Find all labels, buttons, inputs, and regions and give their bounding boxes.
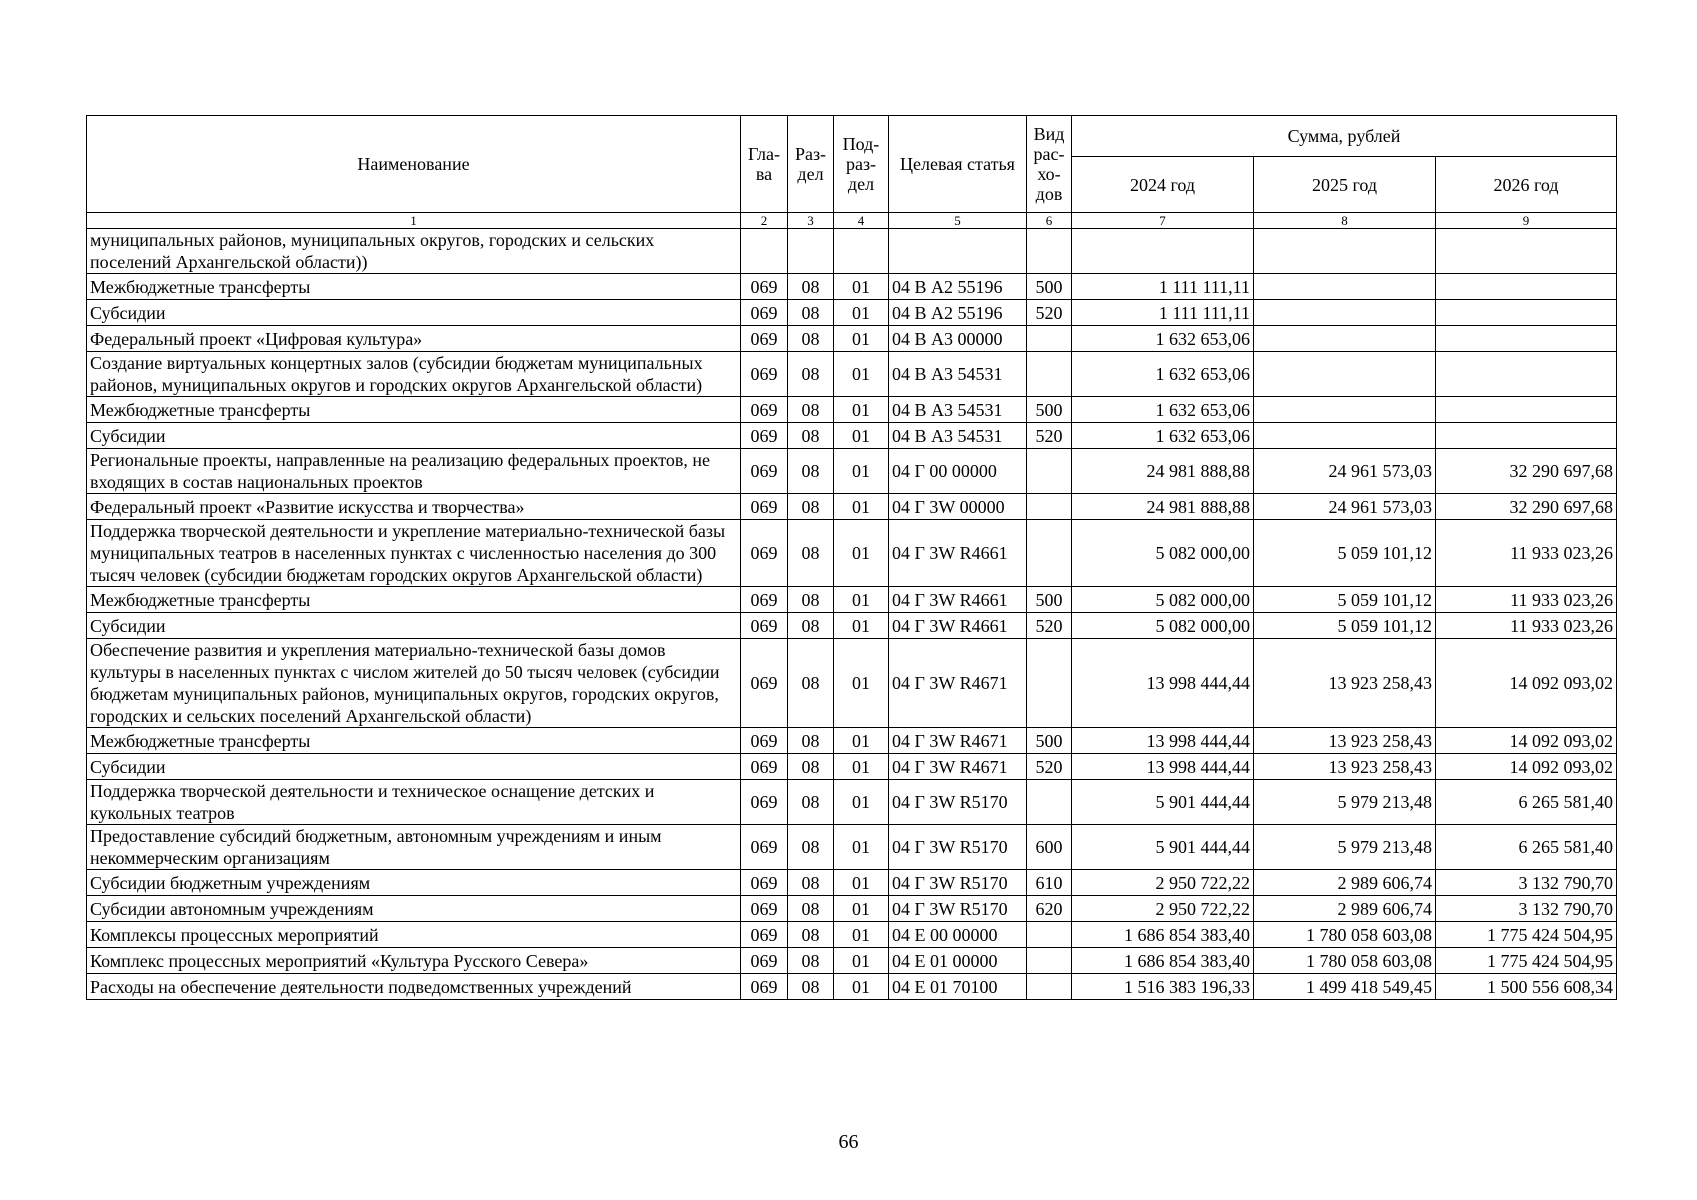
table-row	[87, 780, 1617, 825]
section-code: 08	[788, 948, 834, 974]
sum-2025: 5 979 213,48	[1254, 780, 1436, 825]
row-name: Обеспечение развития и укрепления материально-технической базы домов культуры в населенных пунктах с числом жителей до 50 тысяч человек (субсидии бюджетам муниципальных районов, муниципальных округов, городских округов, городских и сельских поселений Архангельской области)	[87, 639, 741, 728]
target-article-code: 04 В А3 54531	[889, 423, 1027, 449]
header-sum: Сумма, рублей	[1072, 116, 1617, 157]
table-row	[87, 754, 1617, 780]
sum-2026: 14 092 093,02	[1436, 728, 1617, 754]
section-code: 08	[788, 520, 834, 587]
row-name: Межбюджетные трансферты	[87, 728, 741, 754]
subsection-code: 01	[834, 974, 889, 1000]
sum-2025: 1 780 058 603,08	[1254, 948, 1436, 974]
target-article-code	[889, 229, 1027, 274]
target-article-code: 04 Г 3W R4661	[889, 613, 1027, 639]
sum-2024: 1 632 653,06	[1072, 423, 1254, 449]
subsection-code: 01	[834, 397, 889, 423]
table-row	[87, 825, 1617, 870]
sum-2024: 24 981 888,88	[1072, 449, 1254, 494]
target-article-code: 04 В А2 55196	[889, 300, 1027, 326]
target-article-code: 04 В А2 55196	[889, 274, 1027, 300]
table-row	[87, 613, 1617, 639]
chapter-code: 069	[741, 300, 788, 326]
sum-2025: 13 923 258,43	[1254, 754, 1436, 780]
section-code: 08	[788, 300, 834, 326]
section-code: 08	[788, 639, 834, 728]
target-article-code: 04 Г 3W R4661	[889, 587, 1027, 613]
table-row	[87, 870, 1617, 896]
sum-2024: 1 686 854 383,40	[1072, 922, 1254, 948]
column-number: 6	[1027, 213, 1072, 229]
sum-2026: 11 933 023,26	[1436, 587, 1617, 613]
expense-kind-code	[1027, 974, 1072, 1000]
row-name: Комплекс процессных мероприятий «Культура Русского Севера»	[87, 948, 741, 974]
target-article-code: 04 В А3 54531	[889, 352, 1027, 397]
sum-2026	[1436, 423, 1617, 449]
table-row	[87, 449, 1617, 494]
sum-2026: 3 132 790,70	[1436, 870, 1617, 896]
section-code: 08	[788, 896, 834, 922]
subsection-code: 01	[834, 300, 889, 326]
sum-2026: 6 265 581,40	[1436, 825, 1617, 870]
sum-2024: 1 111 111,11	[1072, 300, 1254, 326]
expense-kind-code	[1027, 449, 1072, 494]
expense-kind-code: 600	[1027, 825, 1072, 870]
row-name: Субсидии	[87, 754, 741, 780]
expense-kind-code: 520	[1027, 613, 1072, 639]
table-body	[87, 229, 1617, 1000]
section-code: 08	[788, 397, 834, 423]
sum-2025: 5 059 101,12	[1254, 587, 1436, 613]
sum-2025: 5 059 101,12	[1254, 520, 1436, 587]
sum-2025: 1 780 058 603,08	[1254, 922, 1436, 948]
table-row	[87, 896, 1617, 922]
sum-2025	[1254, 229, 1436, 274]
sum-2024: 1 632 653,06	[1072, 352, 1254, 397]
sum-2026: 11 933 023,26	[1436, 520, 1617, 587]
expense-kind-code: 500	[1027, 397, 1072, 423]
subsection-code: 01	[834, 639, 889, 728]
sum-2025: 5 979 213,48	[1254, 825, 1436, 870]
expense-kind-code	[1027, 352, 1072, 397]
expense-kind-code	[1027, 229, 1072, 274]
sum-2025: 24 961 573,03	[1254, 494, 1436, 520]
section-code: 08	[788, 754, 834, 780]
subsection-code: 01	[834, 754, 889, 780]
header-chapter: Гла-ва	[741, 116, 788, 213]
section-code: 08	[788, 974, 834, 1000]
table-row	[87, 520, 1617, 587]
table-row	[87, 494, 1617, 520]
sum-2024: 13 998 444,44	[1072, 728, 1254, 754]
expense-kind-code: 620	[1027, 896, 1072, 922]
subsection-code: 01	[834, 274, 889, 300]
sum-2025: 1 499 418 549,45	[1254, 974, 1436, 1000]
target-article-code: 04 В А3 00000	[889, 326, 1027, 352]
column-number: 5	[889, 213, 1027, 229]
sum-2024: 2 950 722,22	[1072, 896, 1254, 922]
sum-2026: 14 092 093,02	[1436, 639, 1617, 728]
budget-table	[86, 115, 1617, 1000]
target-article-code: 04 Г 3W R5170	[889, 780, 1027, 825]
chapter-code: 069	[741, 870, 788, 896]
sum-2024: 1 686 854 383,40	[1072, 948, 1254, 974]
header-expense-kind: Вид рас-хо-дов	[1027, 116, 1072, 213]
target-article-code: 04 Е 01 70100	[889, 974, 1027, 1000]
sum-2024: 5 082 000,00	[1072, 587, 1254, 613]
section-code: 08	[788, 449, 834, 494]
subsection-code: 01	[834, 825, 889, 870]
section-code: 08	[788, 780, 834, 825]
section-code: 08	[788, 352, 834, 397]
chapter-code: 069	[741, 326, 788, 352]
subsection-code: 01	[834, 613, 889, 639]
column-number: 7	[1072, 213, 1254, 229]
expense-kind-code: 500	[1027, 274, 1072, 300]
sum-2026	[1436, 300, 1617, 326]
sum-2025	[1254, 423, 1436, 449]
header-section: Раз-дел	[788, 116, 834, 213]
column-number: 9	[1436, 213, 1617, 229]
row-name: Федеральный проект «Цифровая культура»	[87, 326, 741, 352]
table-row	[87, 974, 1617, 1000]
chapter-code: 069	[741, 922, 788, 948]
target-article-code: 04 Е 00 00000	[889, 922, 1027, 948]
expense-kind-code	[1027, 520, 1072, 587]
target-article-code: 04 Г 3W 00000	[889, 494, 1027, 520]
subsection-code: 01	[834, 896, 889, 922]
chapter-code: 069	[741, 639, 788, 728]
sum-2024	[1072, 229, 1254, 274]
chapter-code	[741, 229, 788, 274]
header-subsection: Под-раз-дел	[834, 116, 889, 213]
sum-2024: 13 998 444,44	[1072, 639, 1254, 728]
column-number: 1	[87, 213, 741, 229]
target-article-code: 04 Г 3W R4671	[889, 639, 1027, 728]
expense-kind-code: 520	[1027, 754, 1072, 780]
sum-2024: 1 632 653,06	[1072, 397, 1254, 423]
chapter-code: 069	[741, 896, 788, 922]
sum-2026: 32 290 697,68	[1436, 494, 1617, 520]
subsection-code: 01	[834, 587, 889, 613]
sum-2026: 1 500 556 608,34	[1436, 974, 1617, 1000]
row-name: Субсидии автономным учреждениям	[87, 896, 741, 922]
section-code: 08	[788, 274, 834, 300]
subsection-code: 01	[834, 870, 889, 896]
sum-2024: 24 981 888,88	[1072, 494, 1254, 520]
chapter-code: 069	[741, 728, 788, 754]
sum-2026: 32 290 697,68	[1436, 449, 1617, 494]
row-name: Комплексы процессных мероприятий	[87, 922, 741, 948]
sum-2025	[1254, 326, 1436, 352]
sum-2025	[1254, 274, 1436, 300]
subsection-code: 01	[834, 780, 889, 825]
table-row	[87, 397, 1617, 423]
row-name: Межбюджетные трансферты	[87, 274, 741, 300]
subsection-code: 01	[834, 728, 889, 754]
sum-2024: 2 950 722,22	[1072, 870, 1254, 896]
sum-2026: 11 933 023,26	[1436, 613, 1617, 639]
subsection-code: 01	[834, 449, 889, 494]
table-row	[87, 922, 1617, 948]
expense-kind-code	[1027, 780, 1072, 825]
column-number: 8	[1254, 213, 1436, 229]
table-row	[87, 728, 1617, 754]
chapter-code: 069	[741, 352, 788, 397]
section-code: 08	[788, 922, 834, 948]
section-code: 08	[788, 494, 834, 520]
section-code: 08	[788, 423, 834, 449]
expense-kind-code: 500	[1027, 728, 1072, 754]
sum-2026: 3 132 790,70	[1436, 896, 1617, 922]
table-row	[87, 300, 1617, 326]
column-number: 3	[788, 213, 834, 229]
sum-2025	[1254, 300, 1436, 326]
table-row	[87, 639, 1617, 728]
subsection-code: 01	[834, 922, 889, 948]
row-name: Региональные проекты, направленные на реализацию федеральных проектов, не входящих в состав национальных проектов	[87, 449, 741, 494]
row-name: Федеральный проект «Развитие искусства и творчества»	[87, 494, 741, 520]
expense-kind-code	[1027, 326, 1072, 352]
sum-2025: 2 989 606,74	[1254, 870, 1436, 896]
sum-2026: 14 092 093,02	[1436, 754, 1617, 780]
sum-2026	[1436, 326, 1617, 352]
section-code: 08	[788, 326, 834, 352]
target-article-code: 04 Г 3W R5170	[889, 825, 1027, 870]
row-name: Субсидии бюджетным учреждениям	[87, 870, 741, 896]
column-number: 4	[834, 213, 889, 229]
expense-kind-code	[1027, 922, 1072, 948]
target-article-code: 04 Г 00 00000	[889, 449, 1027, 494]
chapter-code: 069	[741, 587, 788, 613]
target-article-code: 04 Г 3W R5170	[889, 870, 1027, 896]
sum-2024: 1 111 111,11	[1072, 274, 1254, 300]
chapter-code: 069	[741, 754, 788, 780]
chapter-code: 069	[741, 825, 788, 870]
target-article-code: 04 Г 3W R4671	[889, 728, 1027, 754]
chapter-code: 069	[741, 974, 788, 1000]
table-row	[87, 423, 1617, 449]
header-year-2026: 2026 год	[1436, 157, 1617, 213]
sum-2025	[1254, 397, 1436, 423]
subsection-code	[834, 229, 889, 274]
sum-2024: 5 082 000,00	[1072, 613, 1254, 639]
section-code: 08	[788, 870, 834, 896]
target-article-code: 04 Г 3W R4661	[889, 520, 1027, 587]
sum-2025	[1254, 352, 1436, 397]
chapter-code: 069	[741, 274, 788, 300]
sum-2026: 1 775 424 504,95	[1436, 922, 1617, 948]
expense-kind-code	[1027, 948, 1072, 974]
row-name: Поддержка творческой деятельности и техническое оснащение детских и кукольных театров	[87, 780, 741, 825]
row-name: Субсидии	[87, 423, 741, 449]
row-name: Межбюджетные трансферты	[87, 587, 741, 613]
header-name: Наименование	[87, 116, 741, 213]
chapter-code: 069	[741, 494, 788, 520]
expense-kind-code	[1027, 494, 1072, 520]
header-target-article: Целевая статья	[889, 116, 1027, 213]
sum-2024: 13 998 444,44	[1072, 754, 1254, 780]
sum-2026: 6 265 581,40	[1436, 780, 1617, 825]
sum-2025: 24 961 573,03	[1254, 449, 1436, 494]
sum-2026	[1436, 352, 1617, 397]
page-number: 66	[838, 1131, 859, 1153]
subsection-code: 01	[834, 948, 889, 974]
row-name: Поддержка творческой деятельности и укрепление материально-технической базы муниципальных театров в населенных пунктах с численностью населения до 300 тысяч человек (субсидии бюджетам городских округов Архангельской области)	[87, 520, 741, 587]
sum-2025: 2 989 606,74	[1254, 896, 1436, 922]
row-name: Субсидии	[87, 613, 741, 639]
table-row	[87, 274, 1617, 300]
row-name: муниципальных районов, муниципальных округов, городских и сельских поселений Архангельской области))	[87, 229, 741, 274]
target-article-code: 04 Г 3W R5170	[889, 896, 1027, 922]
sum-2026: 1 775 424 504,95	[1436, 948, 1617, 974]
subsection-code: 01	[834, 326, 889, 352]
chapter-code: 069	[741, 397, 788, 423]
subsection-code: 01	[834, 494, 889, 520]
table-row	[87, 326, 1617, 352]
table-row	[87, 229, 1617, 274]
section-code: 08	[788, 587, 834, 613]
target-article-code: 04 Е 01 00000	[889, 948, 1027, 974]
chapter-code: 069	[741, 780, 788, 825]
chapter-code: 069	[741, 948, 788, 974]
expense-kind-code	[1027, 639, 1072, 728]
sum-2025: 13 923 258,43	[1254, 639, 1436, 728]
sum-2026	[1436, 274, 1617, 300]
table-row	[87, 587, 1617, 613]
sum-2025: 5 059 101,12	[1254, 613, 1436, 639]
sum-2026	[1436, 397, 1617, 423]
row-name: Расходы на обеспечение деятельности подведомственных учреждений	[87, 974, 741, 1000]
sum-2024: 5 901 444,44	[1072, 825, 1254, 870]
section-code: 08	[788, 613, 834, 639]
chapter-code: 069	[741, 423, 788, 449]
row-name: Предоставление субсидий бюджетным, автономным учреждениям и иным некоммерческим организациям	[87, 825, 741, 870]
subsection-code: 01	[834, 423, 889, 449]
section-code: 08	[788, 825, 834, 870]
chapter-code: 069	[741, 613, 788, 639]
header-year-2024: 2024 год	[1072, 157, 1254, 213]
sum-2024: 5 082 000,00	[1072, 520, 1254, 587]
section-code	[788, 229, 834, 274]
column-number-row	[87, 213, 1617, 229]
subsection-code: 01	[834, 520, 889, 587]
row-name: Создание виртуальных концертных залов (субсидии бюджетам муниципальных районов, муниципальных округов и городских округов Архангельской области)	[87, 352, 741, 397]
table-row	[87, 948, 1617, 974]
target-article-code: 04 В А3 54531	[889, 397, 1027, 423]
chapter-code: 069	[741, 520, 788, 587]
expense-kind-code: 610	[1027, 870, 1072, 896]
row-name: Межбюджетные трансферты	[87, 397, 741, 423]
sum-2024: 5 901 444,44	[1072, 780, 1254, 825]
sum-2024: 1 632 653,06	[1072, 326, 1254, 352]
subsection-code: 01	[834, 352, 889, 397]
sum-2025: 13 923 258,43	[1254, 728, 1436, 754]
sum-2026	[1436, 229, 1617, 274]
expense-kind-code: 520	[1027, 423, 1072, 449]
section-code: 08	[788, 728, 834, 754]
expense-kind-code: 500	[1027, 587, 1072, 613]
expense-kind-code: 520	[1027, 300, 1072, 326]
row-name: Субсидии	[87, 300, 741, 326]
table-row	[87, 352, 1617, 397]
header-year-2025: 2025 год	[1254, 157, 1436, 213]
column-number: 2	[741, 213, 788, 229]
sum-2024: 1 516 383 196,33	[1072, 974, 1254, 1000]
chapter-code: 069	[741, 449, 788, 494]
target-article-code: 04 Г 3W R4671	[889, 754, 1027, 780]
